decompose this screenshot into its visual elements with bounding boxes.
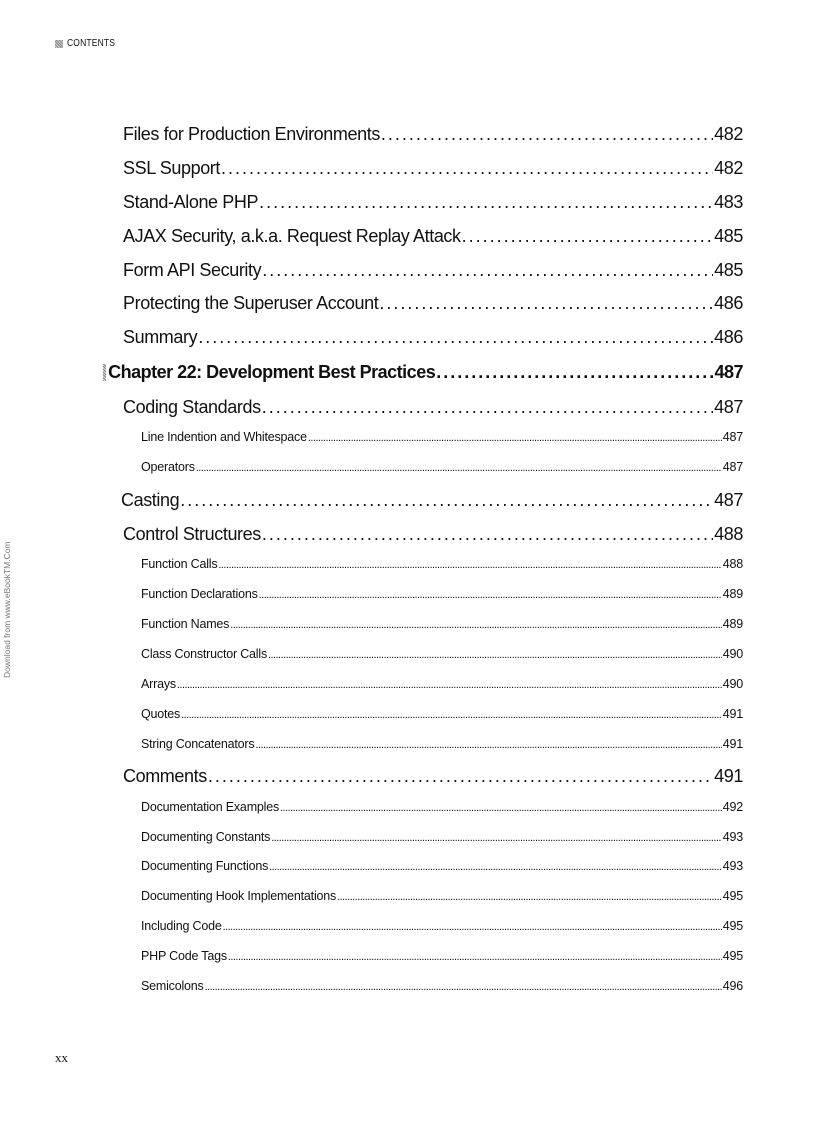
dot-leader xyxy=(255,735,721,753)
toc-subentry-title: Function Declarations xyxy=(141,587,258,601)
toc-entry-page: 488 xyxy=(714,524,743,544)
header-label: CONTENTS xyxy=(67,38,116,49)
toc-subentry-title: Documentation Examples xyxy=(141,800,280,814)
toc-entry-title: Protecting the Superuser Account xyxy=(123,293,379,313)
toc-subentry-title: Documenting Hook Implementations xyxy=(141,889,337,903)
dot-leader xyxy=(218,555,721,573)
toc-subentry-title: Arrays xyxy=(141,677,176,691)
toc-subentry[interactable] xyxy=(141,798,743,816)
dot-leader xyxy=(436,360,713,384)
toc-subentry-title: Semicolons xyxy=(141,979,204,993)
toc-subentry-page: 490 xyxy=(722,677,743,691)
toc-subentry-title: Documenting Constants xyxy=(141,830,271,844)
toc-subentry-page: 491 xyxy=(722,737,743,751)
toc-entry[interactable] xyxy=(123,291,743,315)
download-watermark: Download from www.eBookTM.Com xyxy=(2,541,12,678)
toc-subentry-title: Line Indention and Whitespace xyxy=(141,430,307,444)
toc-subentry-page: 495 xyxy=(722,889,743,903)
toc-entry[interactable] xyxy=(123,190,743,214)
toc-entry-title: SSL Support xyxy=(123,158,220,178)
dot-leader xyxy=(259,585,722,603)
toc-subentry-page: 489 xyxy=(722,617,743,631)
toc-subentry-title: Function Names xyxy=(141,617,230,631)
toc-entry-title: Summary xyxy=(123,327,198,347)
dot-leader xyxy=(259,190,713,214)
dot-leader xyxy=(337,887,722,905)
toc-subentry-title: PHP Code Tags xyxy=(141,949,227,963)
toc-subentry-title: Function Calls xyxy=(141,557,218,571)
toc-subentry[interactable] xyxy=(141,735,743,753)
page-number: xx xyxy=(55,1050,68,1065)
toc-entry[interactable] xyxy=(123,224,743,248)
toc-entry-page: 482 xyxy=(714,158,743,178)
toc-subentry[interactable] xyxy=(141,428,743,446)
toc-subentry-page: 495 xyxy=(722,919,743,933)
toc-chapter-title: Chapter 22: Development Best Practices xyxy=(108,362,436,382)
toc-entry[interactable] xyxy=(123,156,743,180)
toc-subentry[interactable] xyxy=(141,947,743,965)
chapter-marker-icon xyxy=(103,364,106,381)
toc-entry[interactable] xyxy=(123,325,743,349)
toc-entry-title: Comments xyxy=(123,766,207,786)
toc-subentry-page: 489 xyxy=(722,587,743,601)
toc-subentry-page: 491 xyxy=(722,707,743,721)
toc-subentry[interactable] xyxy=(141,887,743,905)
toc-entry-page: 486 xyxy=(714,327,743,347)
toc-subentry-page: 496 xyxy=(722,979,743,993)
toc-subentry[interactable] xyxy=(141,977,743,995)
toc-subentry[interactable] xyxy=(141,555,743,573)
dot-leader xyxy=(262,395,713,419)
dot-leader xyxy=(196,458,722,476)
toc-subentry-title: Including Code xyxy=(141,919,222,933)
running-header xyxy=(55,38,124,49)
toc-entry[interactable] xyxy=(123,522,743,546)
toc-entry-title: Coding Standards xyxy=(123,397,261,417)
toc-subentry[interactable] xyxy=(141,917,743,935)
dot-leader xyxy=(198,325,713,349)
dot-leader xyxy=(462,224,714,248)
toc-entry-title: Form API Security xyxy=(123,260,262,280)
toc-entry-page: 485 xyxy=(714,260,743,280)
toc-subentry-title: Operators xyxy=(141,460,195,474)
toc-subentry-page: 487 xyxy=(722,460,743,474)
dot-leader xyxy=(221,156,713,180)
dot-leader xyxy=(379,291,713,315)
toc-entry[interactable] xyxy=(123,258,743,282)
toc-entry-title: Control Structures xyxy=(123,524,261,544)
toc-entry[interactable] xyxy=(123,122,743,146)
toc-entry[interactable] xyxy=(123,395,743,419)
toc-subentry-title: Class Constructor Calls xyxy=(141,647,267,661)
toc-subentry[interactable] xyxy=(141,615,743,633)
toc-chapter-page: 487 xyxy=(714,362,743,382)
dot-leader xyxy=(180,488,713,512)
toc-subentry[interactable] xyxy=(141,705,743,723)
dot-leader xyxy=(223,917,722,935)
toc-subentry[interactable] xyxy=(141,675,743,693)
dot-leader xyxy=(262,258,713,282)
toc-subentry-page: 493 xyxy=(722,830,743,844)
dot-leader xyxy=(271,828,722,846)
dot-leader xyxy=(228,947,722,965)
toc-subentry-page: 492 xyxy=(722,800,743,814)
toc-subentry-page: 490 xyxy=(722,647,743,661)
toc-chapter-entry[interactable] xyxy=(103,360,743,384)
toc-entry-page: 482 xyxy=(714,124,743,144)
toc-entry-page: 491 xyxy=(714,766,743,786)
toc-entry[interactable] xyxy=(123,764,743,788)
toc-subentry-title: Documenting Functions xyxy=(141,859,269,873)
toc-entry-page: 487 xyxy=(714,490,743,510)
dot-leader xyxy=(181,705,722,723)
toc-subentry-page: 487 xyxy=(722,430,743,444)
dot-leader xyxy=(205,977,722,995)
dot-leader xyxy=(381,122,713,146)
dot-leader xyxy=(262,522,713,546)
dot-leader xyxy=(208,764,713,788)
toc-entry-page: 487 xyxy=(714,397,743,417)
toc-subentry-page: 495 xyxy=(722,949,743,963)
toc-subentry-title: Quotes xyxy=(141,707,181,721)
dot-leader xyxy=(308,428,722,446)
dot-leader xyxy=(230,615,722,633)
toc-entry-title: Casting xyxy=(121,490,180,510)
toc-subentry[interactable] xyxy=(141,828,743,846)
toc-subentry[interactable] xyxy=(141,857,743,875)
toc-entry-title: Files for Production Environments xyxy=(123,124,380,144)
toc-subentry-title: String Concatenators xyxy=(141,737,255,751)
toc-entry-page: 486 xyxy=(714,293,743,313)
toc-subentry-page: 488 xyxy=(722,557,743,571)
dot-leader xyxy=(269,857,722,875)
toc-subentry[interactable] xyxy=(141,645,743,663)
toc-entry[interactable] xyxy=(121,488,743,512)
dot-leader xyxy=(268,645,722,663)
toc-entry-page: 485 xyxy=(714,226,743,246)
toc-subentry[interactable] xyxy=(141,458,743,476)
toc-subentry[interactable] xyxy=(141,585,743,603)
toc-entry-title: AJAX Security, a.k.a. Request Replay Attack xyxy=(123,226,461,246)
toc-entry-title: Stand-Alone PHP xyxy=(123,192,259,212)
dot-leader xyxy=(280,798,722,816)
dot-leader xyxy=(177,675,722,693)
toc-subentry-page: 493 xyxy=(722,859,743,873)
toc-entry-page: 483 xyxy=(714,192,743,212)
header-marker-icon xyxy=(55,40,63,48)
